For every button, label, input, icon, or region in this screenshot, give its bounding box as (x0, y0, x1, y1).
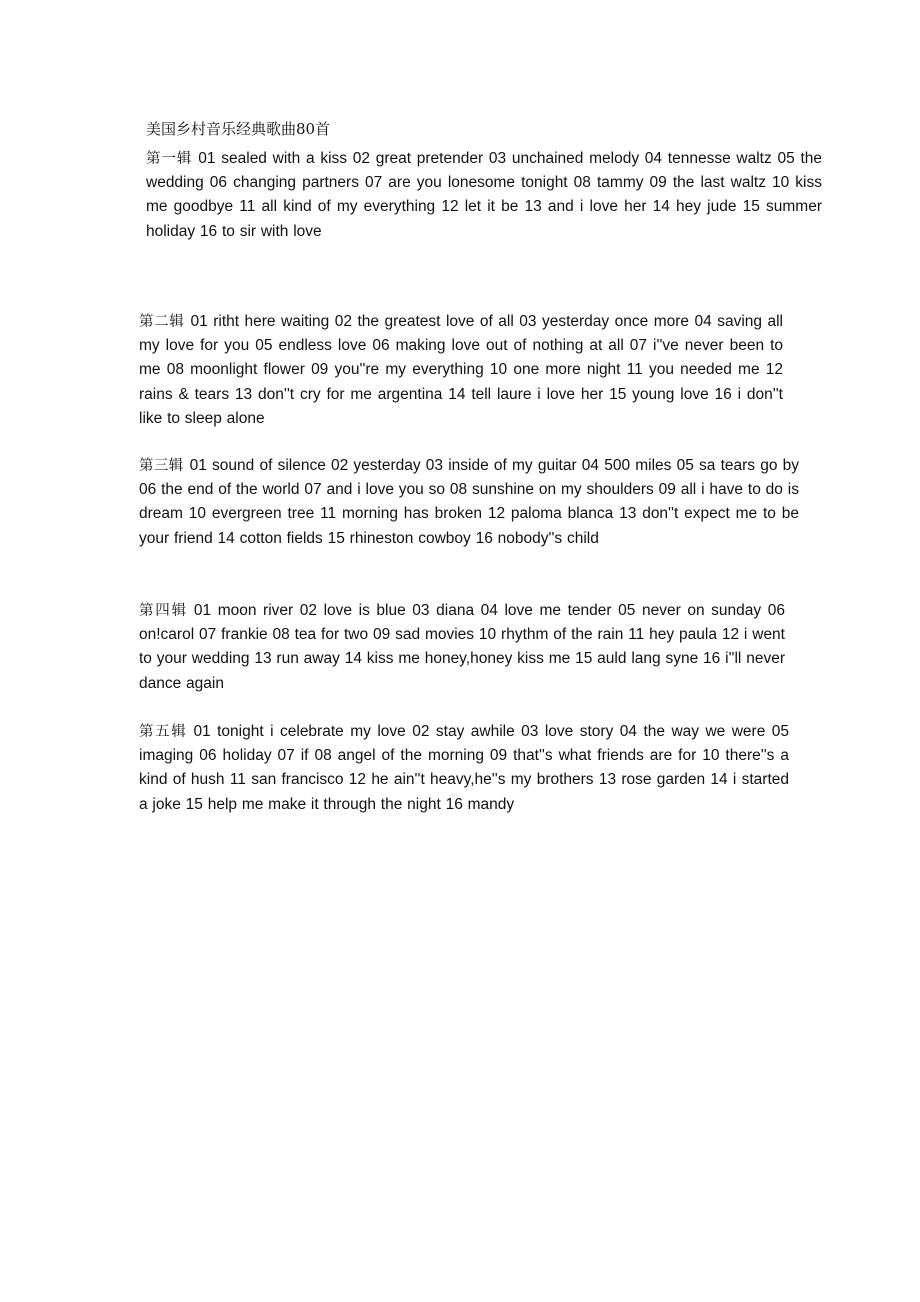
album-3-paragraph (139, 454, 799, 551)
album-3-name: 第三辑 (139, 458, 184, 474)
album-1-tracks: 01 sealed with a kiss 02 great pretender 03 unchained melody 04 tennesse waltz 05 the wedding 06 changing partners 07 are you lonesome tonight 08 tammy 09 the last waltz 10 kiss me goodbye 11 all kind of my everything 12 let it be 13 and i love her 14 hey jude 15 summer holiday 16 to sir with love (146, 150, 822, 240)
document-title: 美国乡村音乐经典歌曲80首 (146, 120, 331, 138)
album-3-tracks: 01 sound of silence 02 yesterday 03 inside of my guitar 04 500 miles 05 sa tears go by 06 the end of the world 07 and i love you so 08 sunshine on my shoulders 09 all i have to do is dream 10 evergreen tree 11 morning has broken 12 paloma blanca 13 don''t expect me to be your friend 14 cotton fields 15 rhineston cowboy 16 nobody''s child (139, 457, 800, 547)
album-5-name: 第五辑 (139, 724, 188, 740)
album-2-paragraph (139, 310, 783, 431)
album-1-name: 第一辑 (146, 151, 193, 167)
album-5-paragraph (139, 720, 789, 817)
album-2-name: 第二辑 (139, 314, 185, 330)
album-5-tracks: 01 tonight i celebrate my love 02 stay awhile 03 love story 04 the way we were 05 imaging 06 holiday 07 if 08 angel of the morning 09 that''s what friends are for 10 there''s a kind of hush 11 san francisco 12 he ain''t heavy,he''s my brothers 13 rose garden 14 i started a joke 15 help me make it through the night 16 mandy (139, 723, 790, 813)
album-2-tracks: 01 ritht here waiting 02 the greatest love of all 03 yesterday once more 04 saving all my love for you 05 endless love 06 making love out of nothing at all 07 i''ve never been to me 08 moonlight flower 09 you''re my everything 10 one more night 11 you needed me 12 rains & tears 13 don''t cry for me argentina 14 tell laure i love her 15 young love 16 i don''t like to sleep alone (139, 313, 783, 427)
album-1-paragraph (146, 147, 822, 244)
album-4-tracks: 01 moon river 02 love is blue 03 diana 04 love me tender 05 never on sunday 06 on!carol 07 frankie 08 tea for two 09 sad movies 10 rhythm of the rain 11 hey paula 12 i went to your wedding 13 run away 14 kiss me honey,honey kiss me 15 auld lang syne 16 i''ll never dance again (139, 602, 785, 692)
album-4-name: 第四辑 (139, 603, 188, 619)
album-4-paragraph (139, 599, 785, 696)
